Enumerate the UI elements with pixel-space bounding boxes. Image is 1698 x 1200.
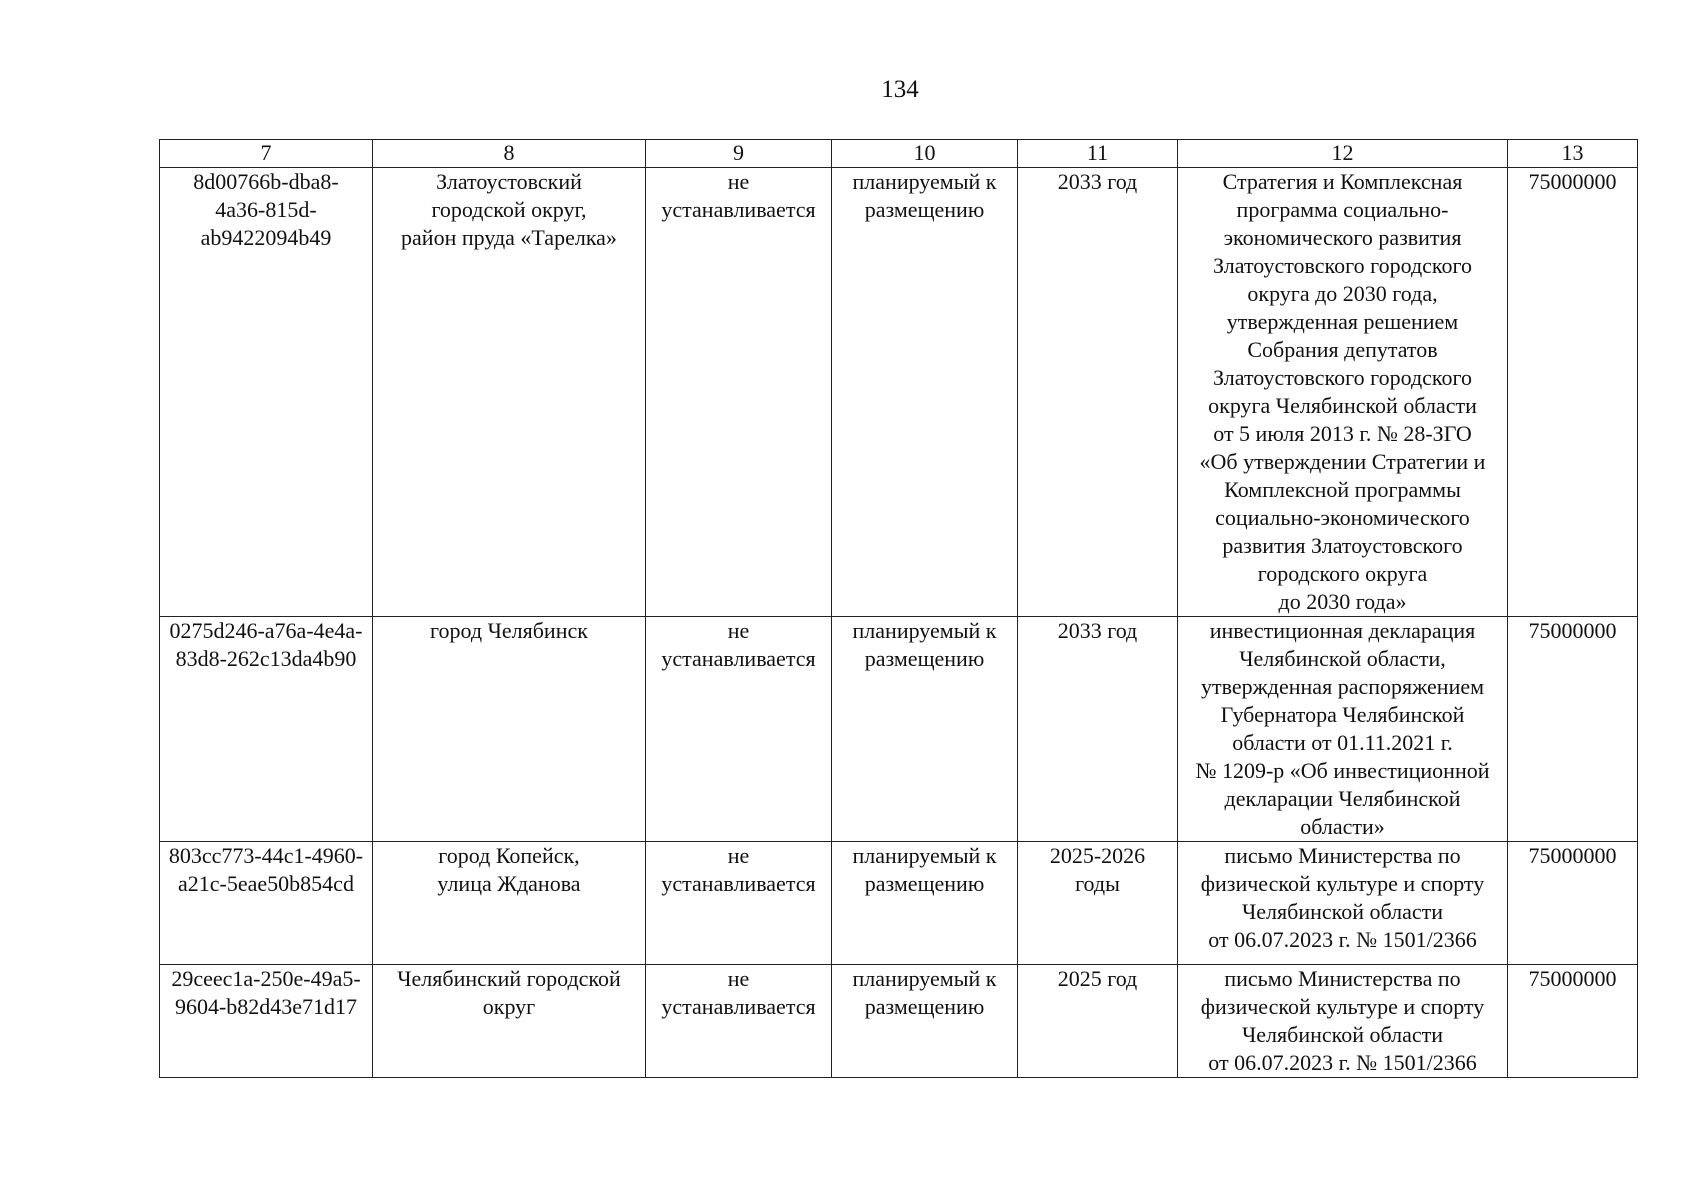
column-header-12: 12 (1178, 140, 1508, 168)
column-header-10: 10 (832, 140, 1018, 168)
header-row (160, 140, 1638, 168)
location-cell: город Копейск, улица Жданова (373, 842, 646, 965)
column-header-8: 8 (373, 140, 646, 168)
status-cell: планируемый к размещению (832, 965, 1018, 1078)
status-cell: планируемый к размещению (832, 168, 1018, 617)
status-cell: планируемый к размещению (832, 842, 1018, 965)
basis-cell: инвестиционная декларация Челябинской области, утвержденная распоряжением Губернатора Челябинской области от 01.11.2021 г. № 1209-р «Об инвестиционной декларации Челябинской области» (1178, 617, 1508, 842)
basis-cell: Стратегия и Комплексная программа социально- экономического развития Златоустовского городского округа до 2030 года, утвержденная решением Собрания депутатов Златоустовского городского округа Челябинской области от 5 июля 2013 г. № 28-ЗГО «Об утверждении Стратегии и Комплексной программы социально-экономического развития Златоустовского городского округа до 2030 года» (1178, 168, 1508, 617)
column-header-13: 13 (1508, 140, 1638, 168)
cost-cell: 75000000 (1508, 168, 1638, 617)
object-id-cell: 29ceec1a-250e-49a5- 9604-b82d43e71d17 (160, 965, 373, 1078)
object-id-cell: 8d00766b-dba8- 4a36-815d- ab9422094b49 (160, 168, 373, 617)
zone-cell: не устанавливается (646, 842, 832, 965)
basis-cell: письмо Министерства по физической культуре и спорту Челябинской области от 06.07.2023 г. № 1501/2366 (1178, 965, 1508, 1078)
cost-cell: 75000000 (1508, 617, 1638, 842)
zone-cell: не устанавливается (646, 168, 832, 617)
objects-table (159, 139, 1638, 1078)
zone-cell: не устанавливается (646, 617, 832, 842)
cost-cell: 75000000 (1508, 842, 1638, 965)
basis-cell: письмо Министерства по физической культуре и спорту Челябинской области от 06.07.2023 г. № 1501/2366 (1178, 842, 1508, 965)
table-row (160, 842, 1638, 965)
term-cell: 2033 год (1018, 617, 1178, 842)
column-header-9: 9 (646, 140, 832, 168)
location-cell: Челябинский городской округ (373, 965, 646, 1078)
column-header-11: 11 (1018, 140, 1178, 168)
term-cell: 2025-2026 годы (1018, 842, 1178, 965)
object-id-cell: 0275d246-a76a-4e4a- 83d8-262c13da4b90 (160, 617, 373, 842)
term-cell: 2025 год (1018, 965, 1178, 1078)
location-cell: город Челябинск (373, 617, 646, 842)
zone-cell: не устанавливается (646, 965, 832, 1078)
page-number: 134 (881, 76, 919, 103)
status-cell: планируемый к размещению (832, 617, 1018, 842)
table-row (160, 168, 1638, 617)
table-row (160, 965, 1638, 1078)
object-id-cell: 803cc773-44c1-4960- a21c-5eae50b854cd (160, 842, 373, 965)
column-header-7: 7 (160, 140, 373, 168)
cost-cell: 75000000 (1508, 965, 1638, 1078)
table-row (160, 617, 1638, 842)
term-cell: 2033 год (1018, 168, 1178, 617)
location-cell: Златоустовский городской округ, район пруда «Тарелка» (373, 168, 646, 617)
